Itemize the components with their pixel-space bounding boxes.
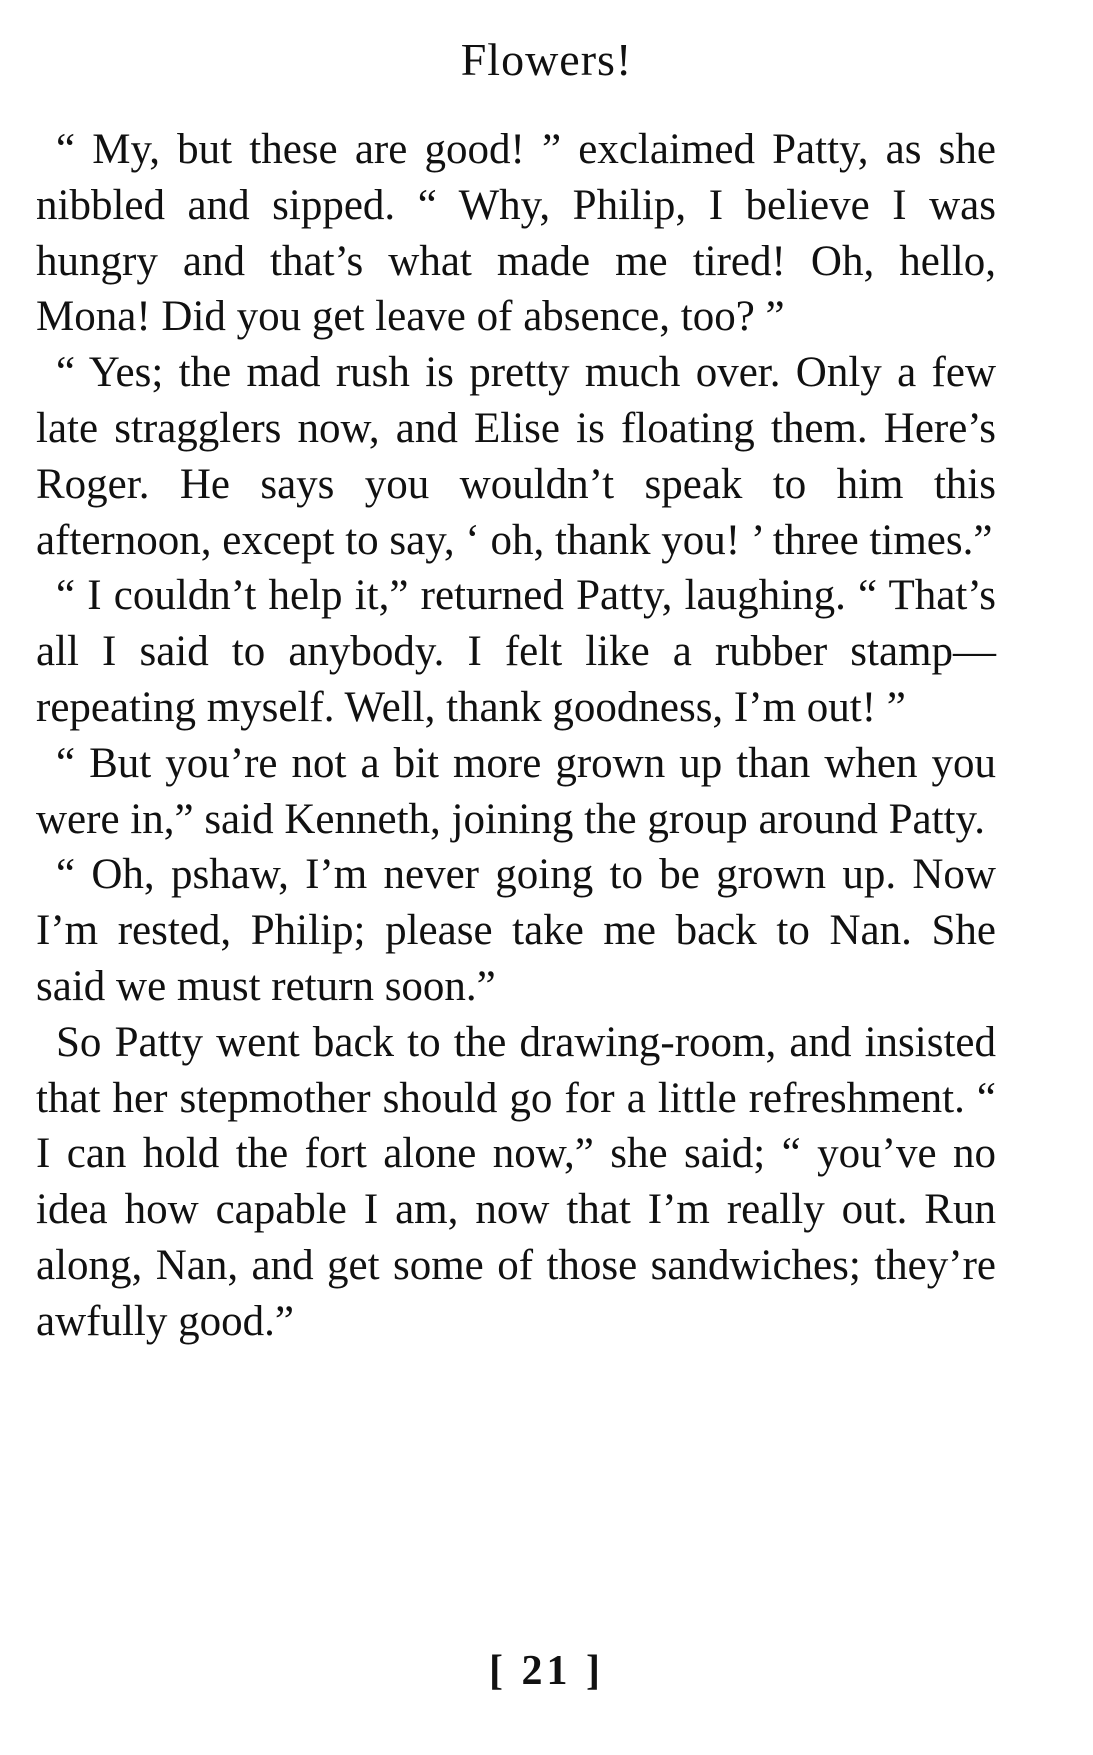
paragraph-4: “ But you’re not a bit more grown up than when you were in,” said Kenneth, joining the group around Patty. [36, 739, 996, 843]
running-head: Flowers! [460, 34, 633, 85]
body-text [36, 122, 996, 1350]
paragraph-5: “ Oh, pshaw, I’m never going to be grown up. Now I’m rested, Philip; please take me back to Nan. She said we must return soon.” [36, 851, 996, 1010]
paragraph-2: “ Yes; the mad rush is pretty much over. Only a few late stragglers now, and Elise is floating them. Here’s Roger. He says you wouldn’t speak to him this afternoon, except to say, ‘ oh, thank you! ’ three times.” [36, 349, 996, 564]
paragraph-6: So Patty went back to the drawing-room, and insisted that her stepmother should go for a little refreshment. “ I can hold the fort alone now,” she said; “ you’ve no idea how capable I am, now that I’m really out. Run along, Nan, and get some of those sandwiches; they’re awfully good.” [36, 1018, 996, 1345]
paragraph-3: “ I couldn’t help it,” returned Patty, laughing. “ That’s all I said to anybody. I felt like a rubber stamp—repeating myself. Well, thank goodness, I’m out! ” [36, 572, 996, 731]
paragraph-1: “ My, but these are good! ” exclaimed Patty, as she nibbled and sipped. “ Why, Philip, I believe I was hungry and that’s what made me tired! Oh, hello, Mona! Did you get leave of absence, too? ” [36, 126, 996, 341]
page-number: [ 21 ] [489, 1648, 604, 1694]
